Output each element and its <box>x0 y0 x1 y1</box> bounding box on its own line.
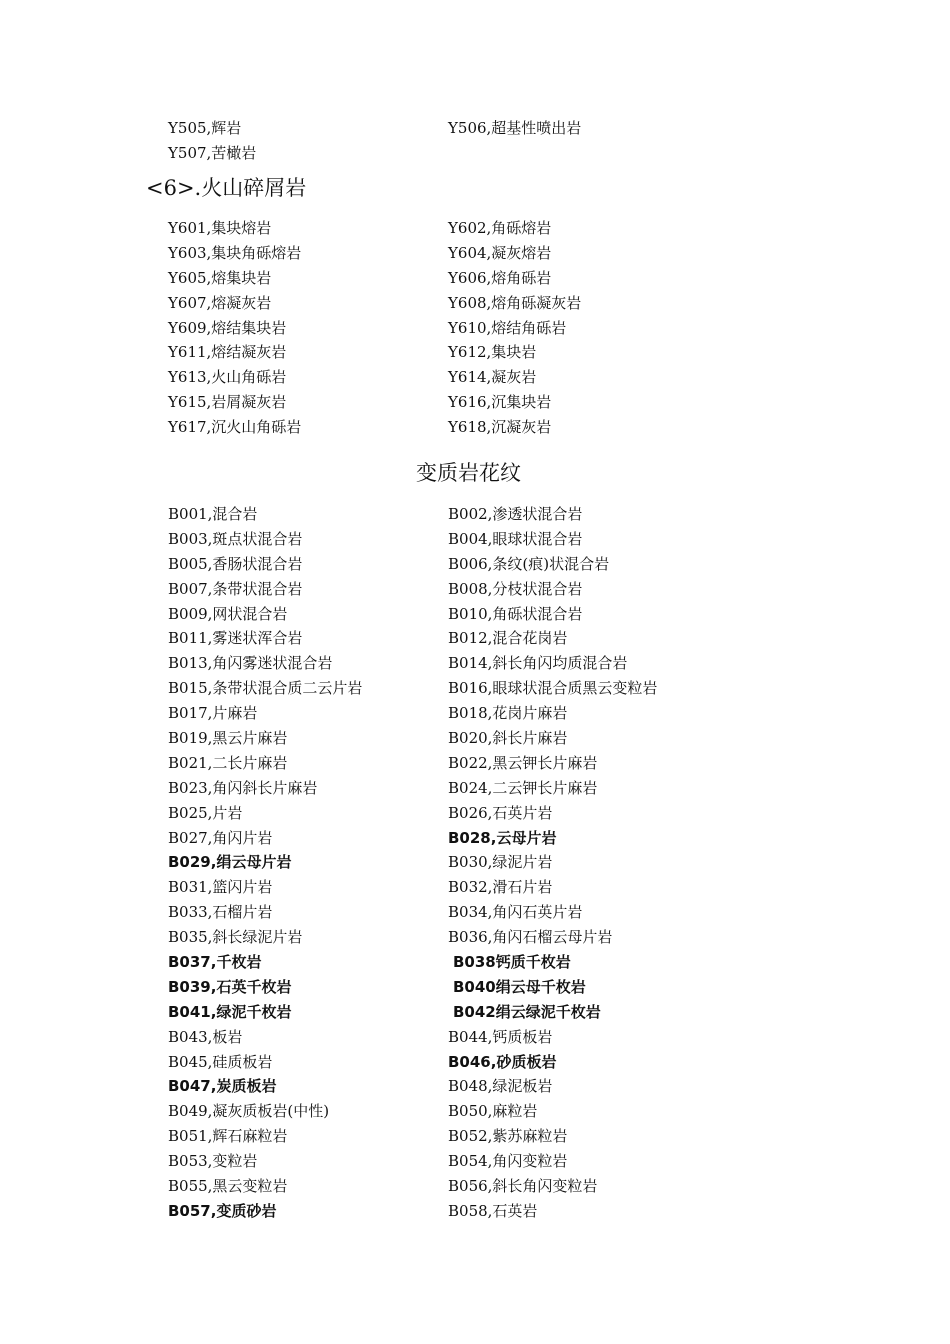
list-row <box>168 899 728 924</box>
rock-code-entry: Y507,苦橄岩 <box>168 143 257 162</box>
rock-code-entry: B028,云母片岩 <box>448 828 557 847</box>
rock-code-entry: B043,板岩 <box>168 1027 243 1046</box>
rock-code-entry: B037,千枚岩 <box>168 952 262 971</box>
rock-code-entry: Y618,沉凝灰岩 <box>448 418 552 437</box>
rock-code-entry: Y608,熔角砾凝灰岩 <box>448 293 582 312</box>
list-row <box>168 1098 728 1123</box>
list-row <box>168 140 728 165</box>
rock-code-entry: B054,角闪变粒岩 <box>448 1152 568 1171</box>
list-row <box>168 215 728 240</box>
list-row <box>168 949 728 974</box>
volcanic-list <box>168 215 728 439</box>
rock-code-entry: B017,片麻岩 <box>168 704 258 723</box>
rock-code-entry: B013,角闪雾迷状混合岩 <box>168 654 333 673</box>
rock-code-entry: B057,变质砂岩 <box>168 1201 277 1220</box>
list-row <box>168 1173 728 1198</box>
list-row <box>168 364 728 389</box>
rock-code-entry: B053,变粒岩 <box>168 1152 258 1171</box>
rock-code-entry: B030,绿泥片岩 <box>448 853 553 872</box>
list-row <box>168 924 728 949</box>
rock-code-entry: B018,花岗片麻岩 <box>448 704 568 723</box>
rock-code-entry: B034,角闪石英片岩 <box>448 903 583 922</box>
list-row <box>168 750 728 775</box>
rock-code-entry: B049,凝灰质板岩(中性) <box>168 1102 330 1121</box>
list-row <box>168 339 728 364</box>
list-row <box>168 625 728 650</box>
rock-code-entry: B041,绿泥千枚岩 <box>168 1002 292 1021</box>
rock-code-entry: B032,滑石片岩 <box>448 878 553 897</box>
rock-code-entry: Y613,火山角砾岩 <box>168 368 287 387</box>
rock-code-entry: Y609,熔结集块岩 <box>168 318 287 337</box>
rock-code-entry: B002,渗透状混合岩 <box>448 504 583 523</box>
intro-list <box>168 115 728 165</box>
rock-code-entry: Y606,熔角砾岩 <box>448 268 552 287</box>
rock-code-entry: Y612,集块岩 <box>448 343 537 362</box>
rock-code-entry: Y607,熔凝灰岩 <box>168 293 272 312</box>
rock-code-entry: B015,条带状混合质二云片岩 <box>168 679 363 698</box>
rock-code-entry: B012,混合花岗岩 <box>448 629 568 648</box>
rock-code-entry: Y615,岩屑凝灰岩 <box>168 393 287 412</box>
rock-code-entry: B055,黑云变粒岩 <box>168 1176 288 1195</box>
rock-code-entry: B004,眼球状混合岩 <box>448 529 583 548</box>
list-row <box>168 1049 728 1074</box>
rock-code-entry: B046,砂质板岩 <box>448 1052 557 1071</box>
list-row <box>168 1198 728 1223</box>
rock-code-entry: B033,石榴片岩 <box>168 903 273 922</box>
list-row <box>168 265 728 290</box>
rock-code-entry: B036,角闪石榴云母片岩 <box>448 928 613 947</box>
rock-code-entry: B008,分枝状混合岩 <box>448 579 583 598</box>
list-row <box>168 576 728 601</box>
list-row <box>168 1123 728 1148</box>
rock-code-entry: B058,石英岩 <box>448 1201 538 1220</box>
list-row <box>168 874 728 899</box>
rock-code-entry: B027,角闪片岩 <box>168 828 273 847</box>
rock-code-entry: Y614,凝灰岩 <box>448 368 537 387</box>
rock-code-entry: B005,香肠状混合岩 <box>168 554 303 573</box>
rock-code-entry: Y506,超基性喷出岩 <box>448 118 582 137</box>
rock-code-entry: B011,雾迷状浑合岩 <box>168 629 303 648</box>
list-row <box>168 800 728 825</box>
metamorphic-list <box>168 501 728 1223</box>
rock-code-entry: Y601,集块熔岩 <box>168 218 272 237</box>
rock-code-entry: B024,二云钾长片麻岩 <box>448 778 598 797</box>
rock-code-entry: B007,条带状混合岩 <box>168 579 303 598</box>
rock-code-entry: B056,斜长角闪变粒岩 <box>448 1176 598 1195</box>
rock-code-entry: B009,网状混合岩 <box>168 604 288 623</box>
rock-code-entry: B019,黑云片麻岩 <box>168 728 288 747</box>
rock-code-entry: B040绢云母千枚岩 <box>453 977 586 996</box>
rock-code-entry: B001,混合岩 <box>168 504 258 523</box>
list-row <box>168 974 728 999</box>
list-row <box>168 650 728 675</box>
rock-code-entry: B042绢云绿泥千枚岩 <box>453 1002 601 1021</box>
rock-code-entry: B021,二长片麻岩 <box>168 753 288 772</box>
list-row <box>168 725 728 750</box>
list-row <box>168 389 728 414</box>
rock-code-entry: B038钙质千枚岩 <box>453 952 571 971</box>
list-row <box>168 825 728 850</box>
list-row <box>168 501 728 526</box>
list-row <box>168 849 728 874</box>
rock-code-entry: B047,炭质板岩 <box>168 1077 277 1096</box>
list-row <box>168 775 728 800</box>
rock-code-entry: B031,篮闪片岩 <box>168 878 273 897</box>
rock-code-entry: B050,麻粒岩 <box>448 1102 538 1121</box>
list-row <box>168 240 728 265</box>
list-row <box>168 601 728 626</box>
rock-code-entry: B052,紫苏麻粒岩 <box>448 1127 568 1146</box>
rock-code-entry: B048,绿泥板岩 <box>448 1077 553 1096</box>
rock-code-entry: B026,石英片岩 <box>448 803 553 822</box>
list-row <box>168 999 728 1024</box>
rock-code-entry: Y610,熔结角砾岩 <box>448 318 567 337</box>
rock-code-entry: Y505,辉岩 <box>168 118 242 137</box>
rock-code-entry: B022,黑云钾长片麻岩 <box>448 753 598 772</box>
rock-code-entry: B051,辉石麻粒岩 <box>168 1127 288 1146</box>
rock-code-entry: Y602,角砾熔岩 <box>448 218 552 237</box>
rock-code-entry: B044,钙质板岩 <box>448 1027 553 1046</box>
rock-code-entry: Y603,集块角砾熔岩 <box>168 243 302 262</box>
section-heading-volcanic: <6>.火山碎屑岩 <box>146 176 307 200</box>
rock-code-entry: Y611,熔结凝灰岩 <box>168 343 287 362</box>
list-row <box>168 700 728 725</box>
list-row <box>168 115 728 140</box>
list-row <box>168 1024 728 1049</box>
rock-code-entry: Y604,凝灰熔岩 <box>448 243 552 262</box>
rock-code-entry: B025,片岩 <box>168 803 243 822</box>
list-row <box>168 551 728 576</box>
list-row <box>168 414 728 439</box>
rock-code-entry: Y605,熔集块岩 <box>168 268 272 287</box>
rock-code-entry: B014,斜长角闪均质混合岩 <box>448 654 628 673</box>
rock-code-entry: B006,条纹(痕)状混合岩 <box>448 554 610 573</box>
rock-code-entry: B035,斜长绿泥片岩 <box>168 928 303 947</box>
list-row <box>168 1148 728 1173</box>
rock-code-entry: B020,斜长片麻岩 <box>448 728 568 747</box>
rock-code-entry: B023,角闪斜长片麻岩 <box>168 778 318 797</box>
rock-code-entry: B003,斑点状混合岩 <box>168 529 303 548</box>
list-row <box>168 290 728 315</box>
rock-code-entry: B029,绢云母片岩 <box>168 853 292 872</box>
list-row <box>168 675 728 700</box>
rock-code-entry: B045,硅质板岩 <box>168 1052 273 1071</box>
list-row <box>168 315 728 340</box>
list-row <box>168 526 728 551</box>
rock-code-entry: Y616,沉集块岩 <box>448 393 552 412</box>
rock-code-entry: B039,石英千枚岩 <box>168 977 292 996</box>
section-heading-metamorphic: 变质岩花纹 <box>416 461 521 485</box>
rock-code-entry: B010,角砾状混合岩 <box>448 604 583 623</box>
rock-code-entry: B016,眼球状混合质黑云变粒岩 <box>448 679 658 698</box>
rock-code-entry: Y617,沉火山角砾岩 <box>168 418 302 437</box>
list-row <box>168 1073 728 1098</box>
